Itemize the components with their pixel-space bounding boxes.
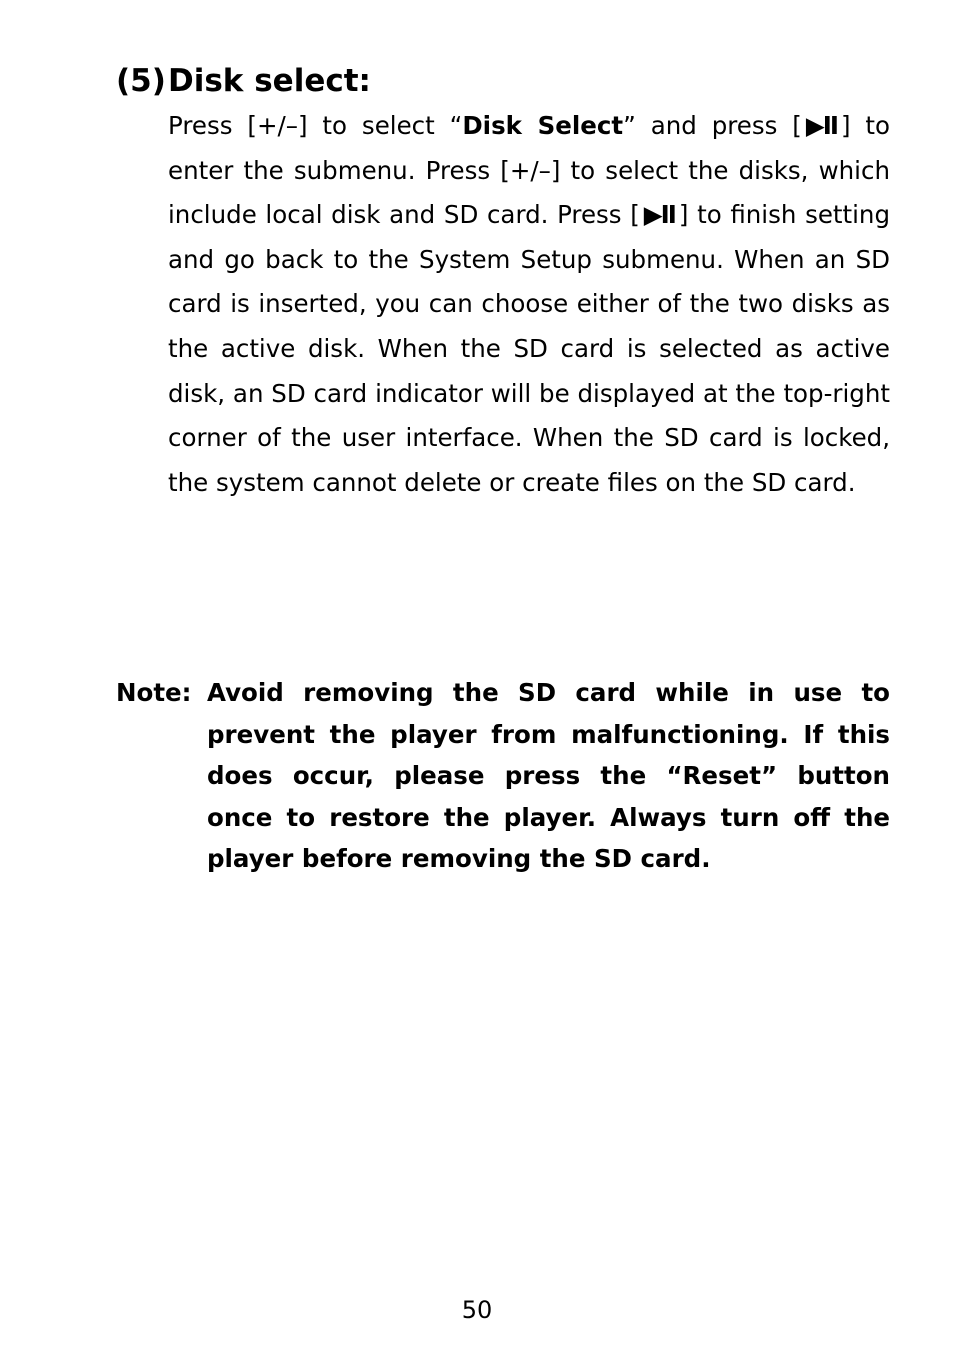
note-text: Avoid removing the SD card while in use to prevent the player from malfunctioning. If this does occur, please press the “Reset” button once to restore the player. Always turn off the player before removing the SD card. [207, 678, 890, 873]
body-text-4: ] to finish setting and go back to the System Setup submenu. When an SD card is inserted, you can choose either of the two disks as the active disk. When the SD card is selected as active disk, an SD card indicator will be displayed at the top-right corner of the user interface. When the SD card is locked, the system cannot delete or create files on the SD card. [168, 200, 890, 497]
note-label: Note: [116, 678, 192, 707]
play-pause-icon: ▶II [643, 200, 675, 230]
section-title: Disk select: [168, 63, 371, 99]
body-text-3: ] to enter the submenu. Press [+/–] to select the disks, which include local disk and SD card. Press [ [168, 111, 890, 230]
body-text-2: ” and press [ [623, 111, 802, 140]
section-heading [116, 60, 371, 102]
play-pause-icon: ▶II [805, 111, 837, 140]
body-text-1: Press [+/–] to select “ [168, 111, 463, 140]
section-number: (5) [116, 63, 166, 99]
note-block [116, 672, 890, 880]
section-body [168, 104, 890, 505]
page-number: 50 [461, 1296, 493, 1324]
disk-select-term: Disk Select [462, 111, 624, 140]
